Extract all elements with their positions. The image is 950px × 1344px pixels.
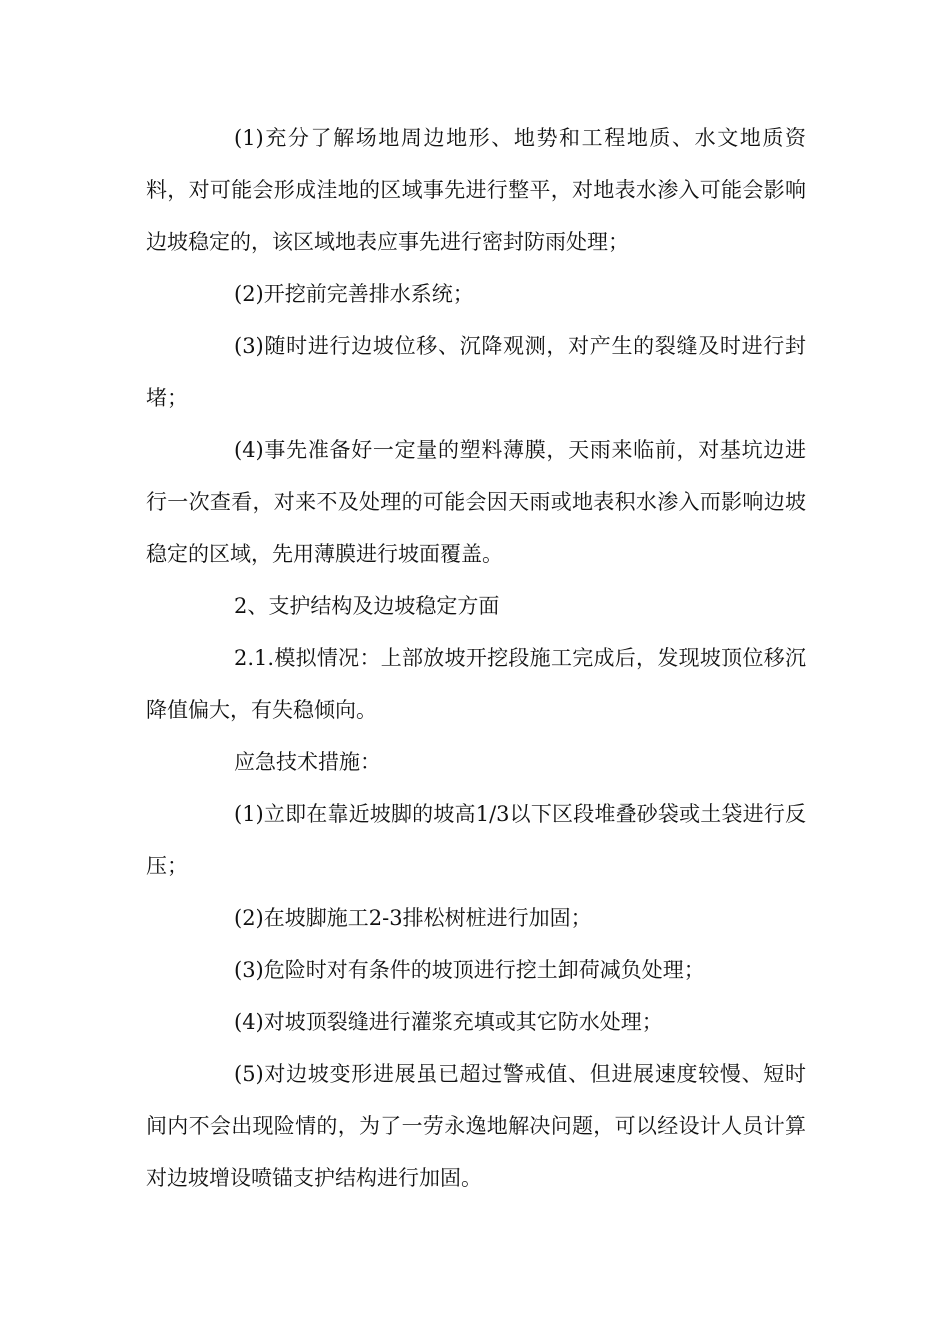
document-body xyxy=(146,112,806,1204)
paragraph-emergency-1: (1)立即在靠近坡脚的坡高1/3以下区段堆叠砂袋或土袋进行反压； xyxy=(146,802,806,878)
paragraph-measure-4: (4)事先准备好一定量的塑料薄膜，天雨来临前，对基坑边进行一次查看，对来不及处理的可能会因天雨或地表积水渗入而影响边坡稳定的区域，先用薄膜进行坡面覆盖。 xyxy=(146,438,806,566)
paragraph-scenario: 2.1.模拟情况：上部放坡开挖段施工完成后，发现坡顶位移沉降值偏大，有失稳倾向。 xyxy=(146,646,806,722)
paragraph-emergency-5: (5)对边坡变形进展虽已超过警戒值、但进展速度较慢、短时间内不会出现险情的，为了一劳永逸地解决问题，可以经设计人员计算对边坡增设喷锚支护结构进行加固。 xyxy=(146,1062,806,1190)
paragraph-measure-2: (2)开挖前完善排水系统； xyxy=(234,282,474,306)
subheading-emergency-measures: 应急技术措施： xyxy=(234,750,381,774)
paragraph-emergency-4: (4)对坡顶裂缝进行灌浆充填或其它防水处理； xyxy=(234,1010,663,1034)
section-heading: 2、支护结构及边坡稳定方面 xyxy=(234,594,500,618)
paragraph-measure-1: (1)充分了解场地周边地形、地势和工程地质、水文地质资料，对可能会形成洼地的区域事先进行整平，对地表水渗入可能会影响边坡稳定的，该区域地表应事先进行密封防雨处理； xyxy=(146,126,806,254)
paragraph-measure-3: (3)随时进行边坡位移、沉降观测，对产生的裂缝及时进行封堵； xyxy=(146,334,806,410)
paragraph-emergency-2: (2)在坡脚施工2-3排松树桩进行加固； xyxy=(234,906,592,930)
paragraph-emergency-3: (3)危险时对有条件的坡顶进行挖土卸荷减负处理； xyxy=(234,958,705,982)
